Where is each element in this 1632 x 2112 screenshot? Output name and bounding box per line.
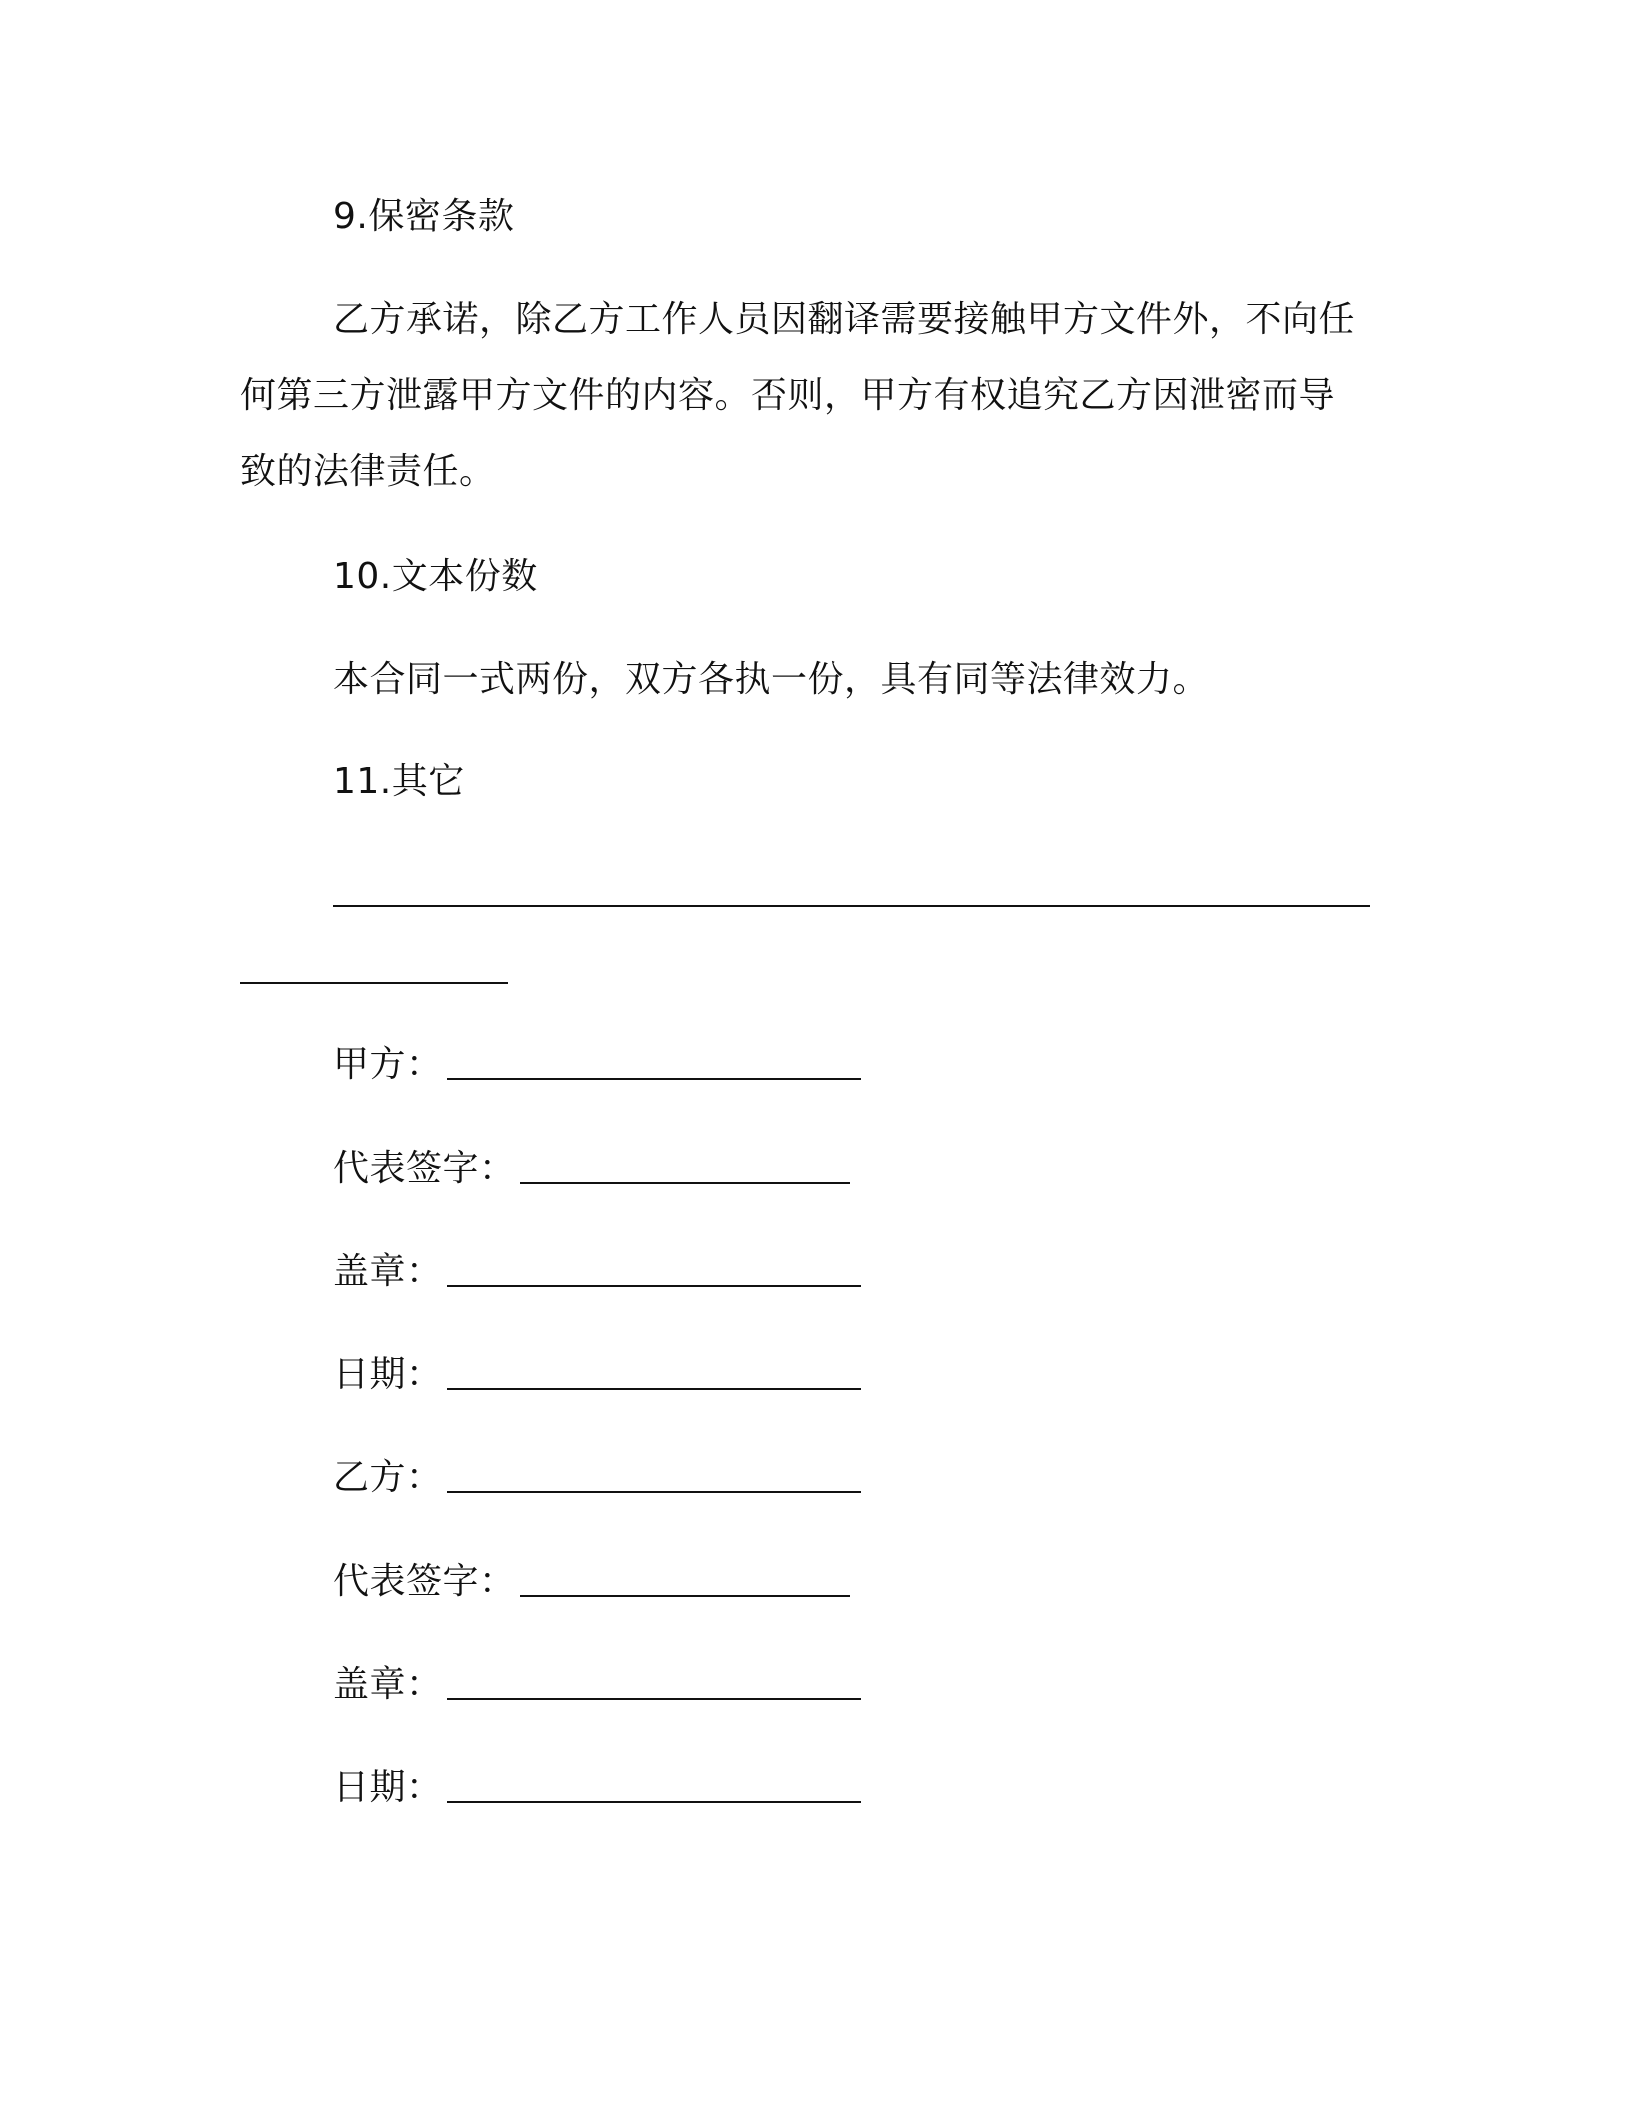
clause-10-heading: 10.文本份数: [333, 556, 538, 597]
clause-10-body: 本合同一式两份，双方各执一份，具有同等法律效力。: [333, 659, 1210, 700]
party-b-rep-blank: [520, 1595, 850, 1597]
party-b-seal-blank: [447, 1698, 861, 1700]
clause-11-heading: 11.其它: [333, 761, 465, 802]
party-a-seal-label: 盖章：: [333, 1251, 443, 1292]
other-terms-blank-line-1: [333, 905, 1370, 907]
party-b-blank: [447, 1491, 861, 1493]
party-a-blank: [447, 1078, 861, 1080]
party-a-seal-field: [333, 1250, 861, 1294]
party-a-rep-label: 代表签字：: [333, 1148, 516, 1189]
party-b-date-label: 日期：: [333, 1767, 443, 1808]
party-a-rep-blank: [520, 1182, 850, 1184]
party-a-date-label: 日期：: [333, 1354, 443, 1395]
party-a-seal-blank: [447, 1285, 861, 1287]
party-b-field: [333, 1456, 861, 1500]
party-a-rep-field: [333, 1147, 850, 1191]
clause-9-line-3: 致的法律责任。: [240, 451, 496, 492]
clause-9-line-2: 何第三方泄露甲方文件的内容。否则，甲方有权追究乙方因泄密而导: [240, 375, 1336, 416]
party-a-field: [333, 1043, 861, 1087]
clause-9-heading: 9.保密条款: [333, 196, 515, 237]
party-b-label: 乙方：: [333, 1457, 443, 1498]
other-terms-blank-line-2: [240, 982, 508, 984]
party-b-seal-field: [333, 1663, 861, 1707]
party-a-date-blank: [447, 1388, 861, 1390]
clause-9-line-1: 乙方承诺，除乙方工作人员因翻译需要接触甲方文件外，不向任: [333, 299, 1356, 340]
party-b-date-field: [333, 1766, 861, 1810]
party-a-date-field: [333, 1353, 861, 1397]
party-b-date-blank: [447, 1801, 861, 1803]
party-b-rep-field: [333, 1560, 850, 1604]
party-a-label: 甲方：: [333, 1044, 443, 1085]
party-b-rep-label: 代表签字：: [333, 1561, 516, 1602]
party-b-seal-label: 盖章：: [333, 1664, 443, 1705]
